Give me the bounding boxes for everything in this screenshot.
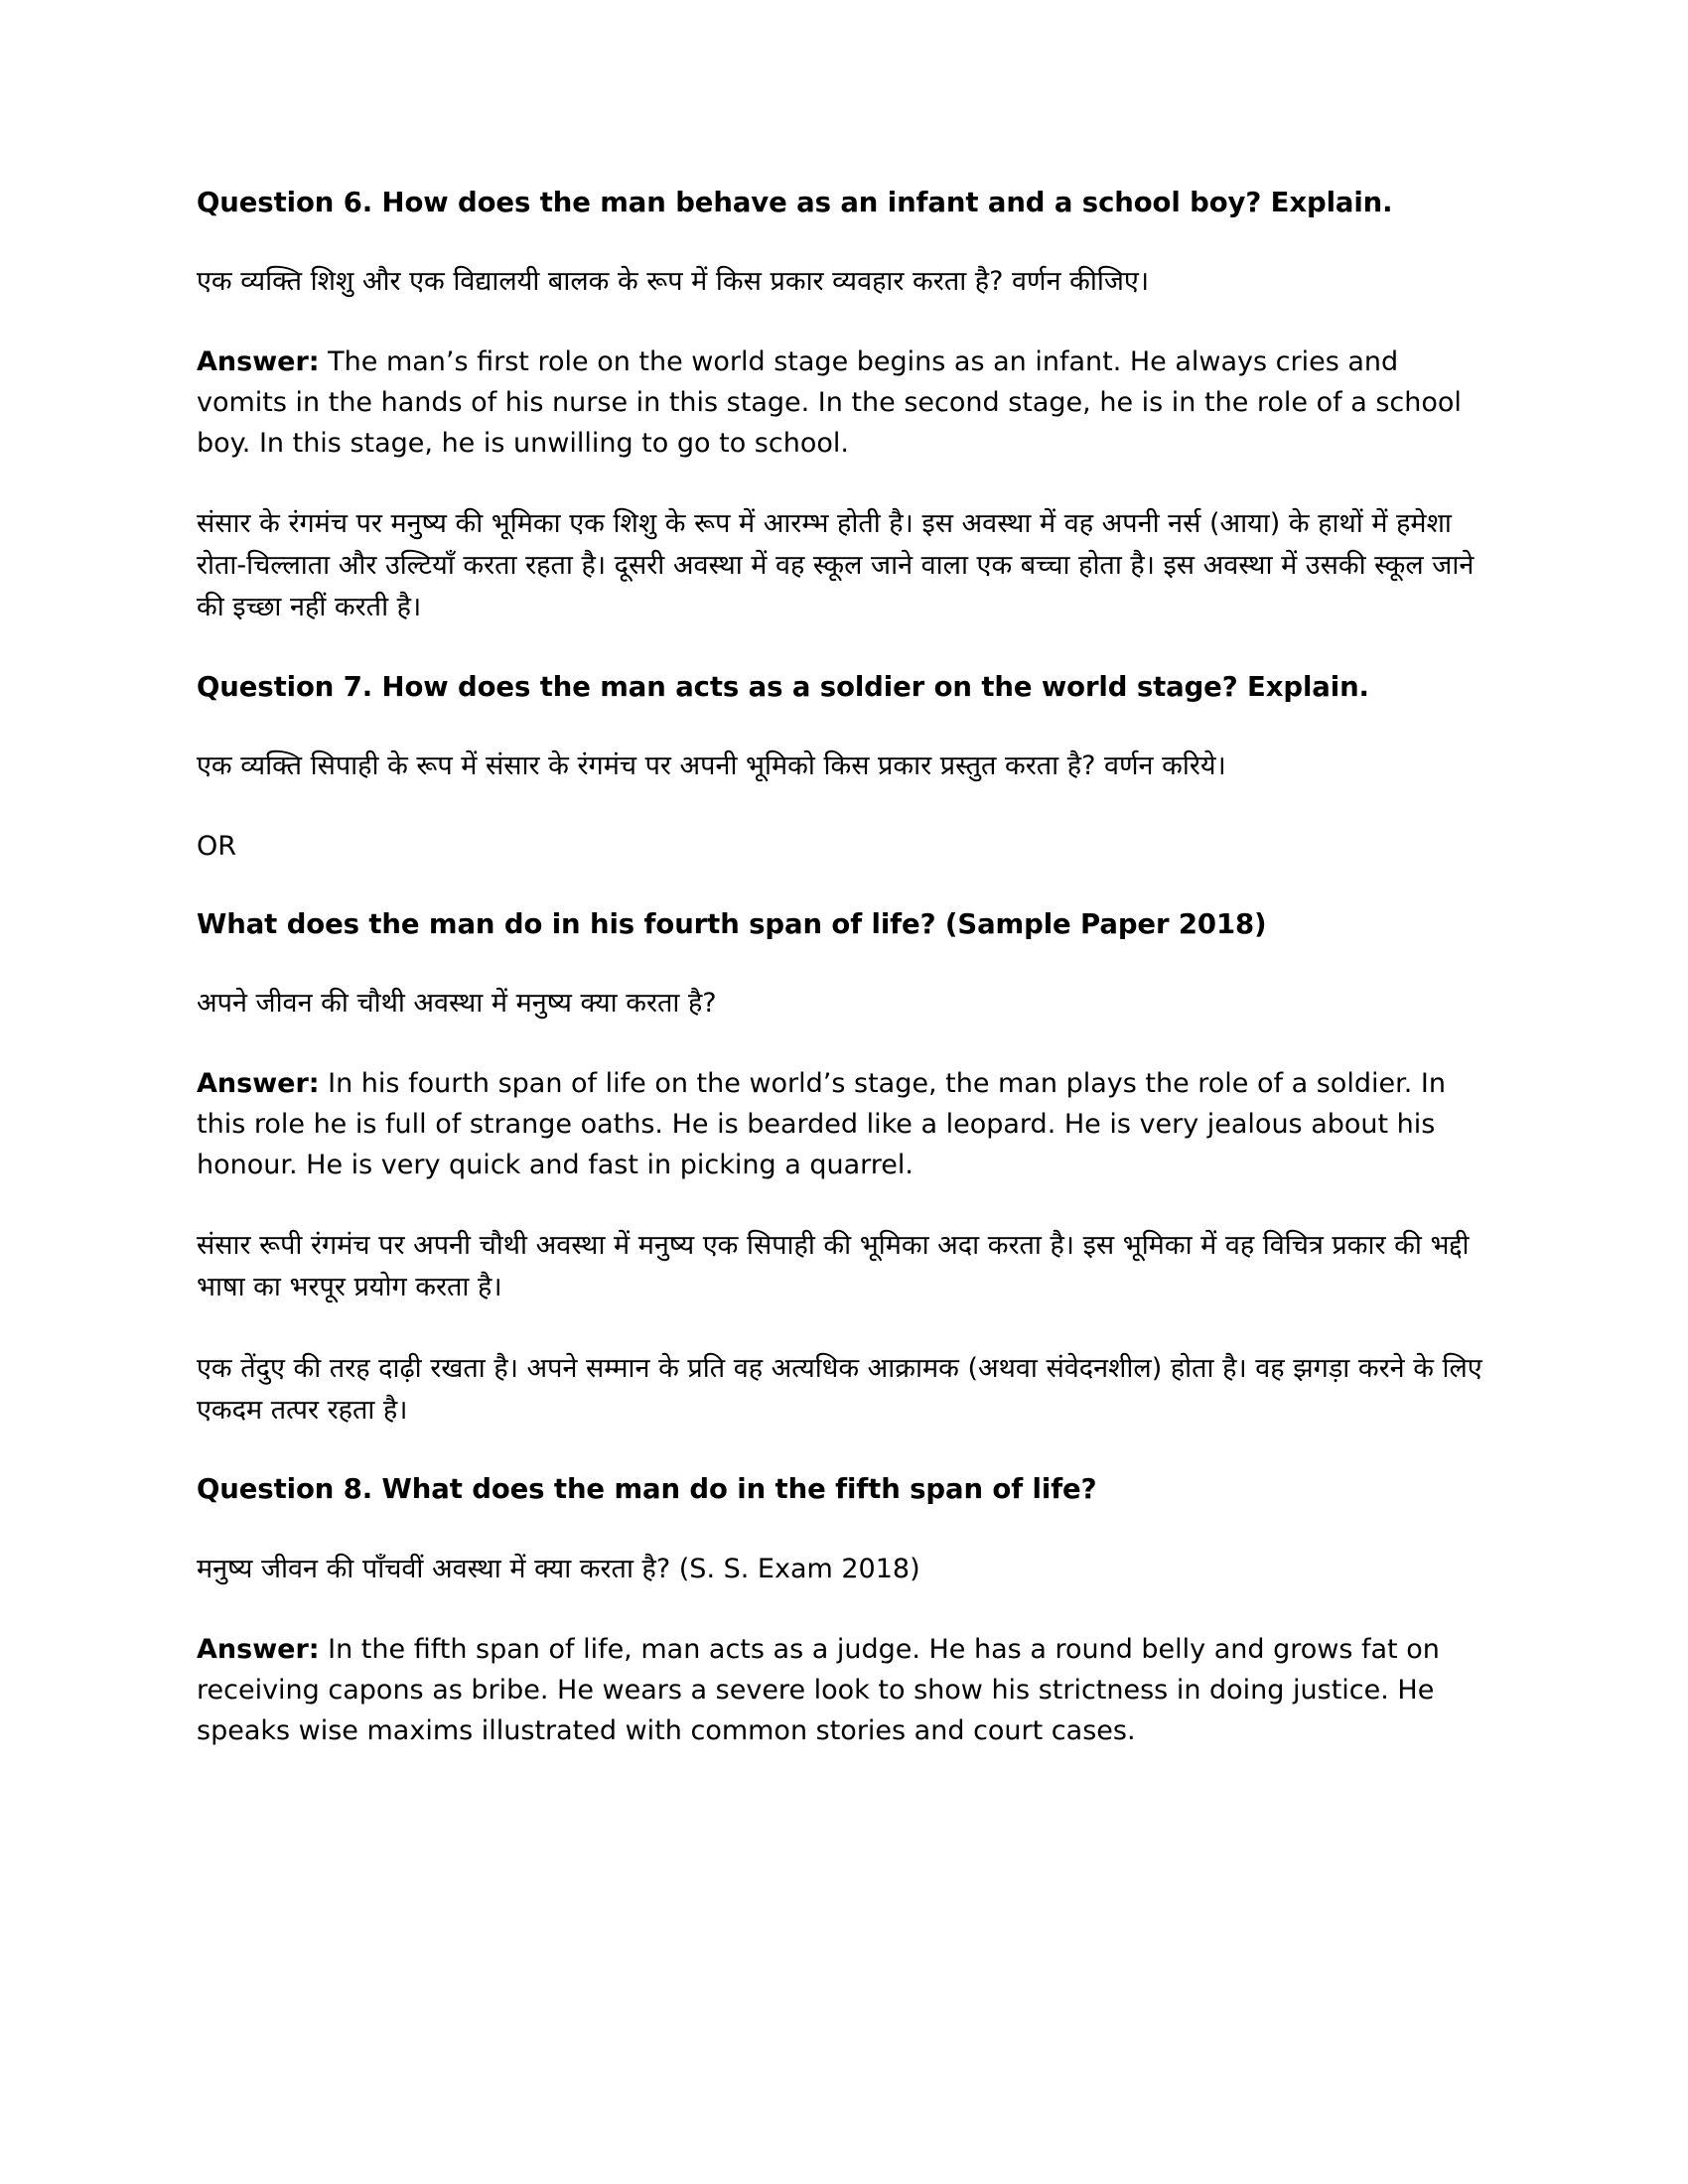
question-7-answer bbox=[197, 1063, 1492, 1185]
question-8-hindi-question: मनुष्य जीवन की पाँचवीं अवस्था में क्या करता है? (S. S. Exam 2018) bbox=[197, 1553, 920, 1584]
or-separator: OR bbox=[197, 830, 237, 862]
question-7-hindi-answer-part-1: संसार रूपी रंगमंच पर अपनी चौथी अवस्था में मनुष्य एक सिपाही की भूमिका अदा करता है। इस भूमिका में वह विचित्र प्रकार की भद्दी भाषा का भरपूर प्रयोग करता है। bbox=[197, 1230, 1470, 1303]
answer-body: In his fourth span of life on the world’s stage, the man plays the role of a soldier. In this role he is full of strange oaths. He is bearded like a leopard. He is very jealous about his honour. He is very quick and fast in picking a quarrel. bbox=[197, 1067, 1446, 1180]
alternate-question-heading: What does the man do in his fourth span of life? (Sample Paper 2018) bbox=[197, 907, 1267, 940]
question-7-hindi-answer-part-2: एक तेंदुए की तरह दाढ़ी रखता है। अपने सम्मान के प्रति वह अत्यधिक आक्रामक (अथवा संवेदनशील) होता है। वह झगड़ा करने के लिए एकदम तत्पर रहता है। bbox=[197, 1353, 1482, 1427]
answer-body: In the fifth span of life, man acts as a judge. He has a round belly and grows fat on receiving capons as bribe. He wears a severe look to show his strictness in doing justice. He speaks wise maxims illustrated with common stories and court cases. bbox=[197, 1633, 1440, 1746]
question-8-answer bbox=[197, 1629, 1492, 1751]
answer-body: The man’s first role on the world stage begins as an infant. He always cries and vomits in the hands of his nurse in this stage. In the second stage, he is in the role of a school boy. In this stage, he is unwilling to go to school. bbox=[197, 346, 1462, 460]
question-6-answer bbox=[197, 341, 1492, 464]
answer-label: Answer: bbox=[197, 346, 320, 378]
answer-label: Answer: bbox=[197, 1633, 320, 1665]
question-6-hindi-question: एक व्यक्ति शिशु और एक विद्यालयी बालक के रूप में किस प्रकार व्यवहार करता है? वर्णन कीजिए। bbox=[197, 266, 1150, 298]
question-7-hindi-question: एक व्यक्ति सिपाही के रूप में संसार के रंगमंच पर अपनी भूमिको किस प्रकार प्रस्तुत करता है? वर्णन करिये। bbox=[197, 750, 1226, 781]
question-6-hindi-answer: संसार के रंगमंच पर मनुष्य की भूमिका एक शिशु के रूप में आरम्भ होती है। इस अवस्था में वह अपनी नर्स (आया) के हाथों में हमेशा रोता-चिल्लाता और उल्टियाँ करता रहता है। दूसरी अवस्था में वह स्कूल जाने वाला एक बच्चा होता है। इस अवस्था में उसकी स्कूल जाने की इच्छा नहीं करती है। bbox=[197, 508, 1475, 623]
alternate-question-hindi: अपने जीवन की चौथी अवस्था में मनुष्य क्या करता है? bbox=[197, 987, 717, 1019]
question-6-heading: Question 6. How does the man behave as an infant and a school boy? Explain. bbox=[197, 187, 1393, 218]
question-8-heading: Question 8. What does the man do in the fifth span of life? bbox=[197, 1473, 1097, 1506]
document-content bbox=[197, 185, 1492, 1791]
question-7-heading: Question 7. How does the man acts as a soldier on the world stage? Explain. bbox=[197, 670, 1369, 703]
answer-label: Answer: bbox=[197, 1067, 320, 1099]
